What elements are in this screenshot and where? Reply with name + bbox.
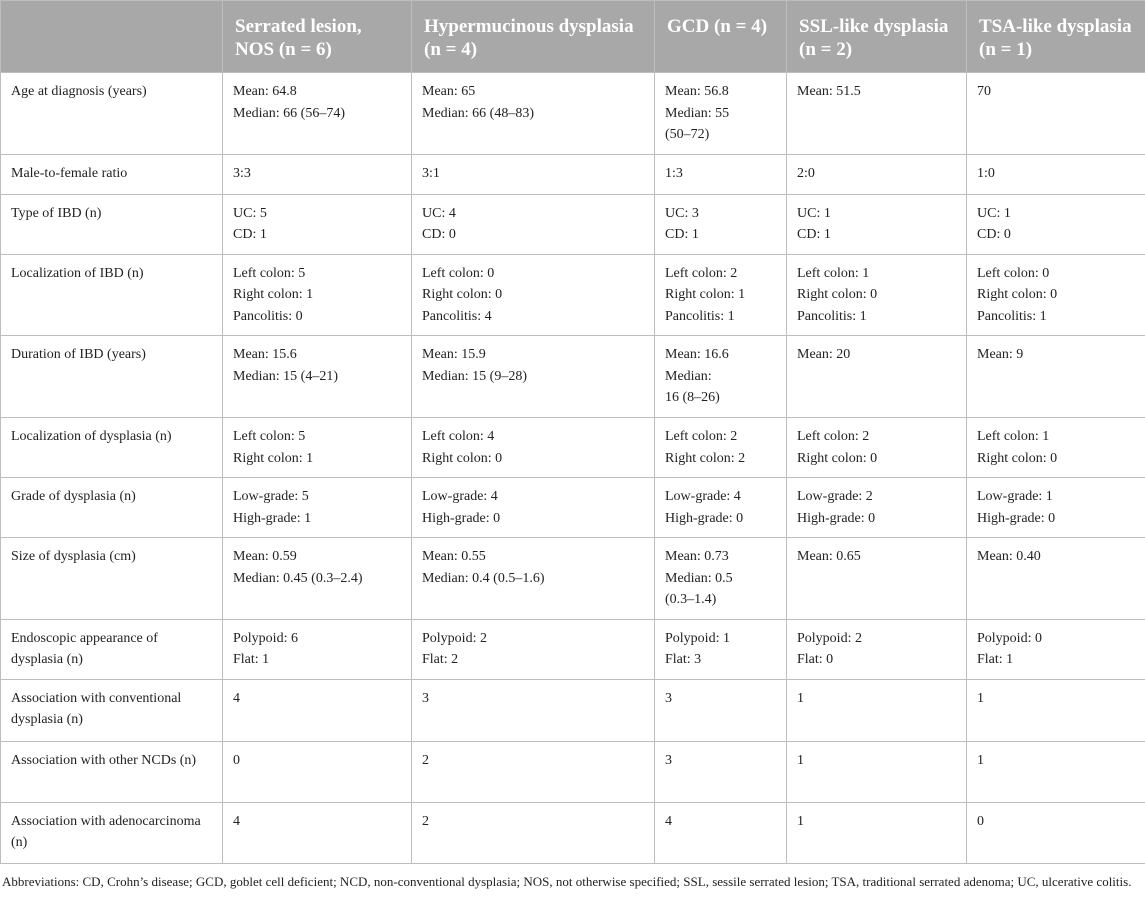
data-cell (787, 73, 967, 155)
data-cell (787, 418, 967, 478)
cell-line: CD: 1 (665, 227, 699, 242)
cell-line: Polypoid: 1 (665, 630, 730, 646)
cell-line: 1 (797, 690, 804, 706)
cell-line: Mean: 20 (797, 347, 851, 362)
data-cell (967, 619, 1145, 679)
cell-line: High-grade: 0 (422, 510, 501, 526)
cell-line: UC: 4 (422, 205, 456, 221)
cell-line: Left colon: 2 (665, 265, 738, 281)
data-cell (223, 619, 412, 679)
data-cell (967, 73, 1145, 155)
cell-line: Left colon: 0 (977, 265, 1050, 281)
cell-line: Median: 66 (56–74) (233, 105, 345, 121)
data-cell (655, 741, 787, 802)
data-cell (412, 73, 655, 155)
abbreviations-footnote: Abbreviations: CD, Crohn’s disease; GCD, goblet cell deficient; NCD, non-conventional dysplasia; NOS, not otherwise specified; SSL, sessile serrated lesion; TSA, traditional serrated adenoma; UC, ulcerative colitis. (2, 873, 1132, 889)
header-tsa-like-dysplasia: TSA-like dysplasia (n = 1) (967, 1, 1145, 73)
data-cell (787, 679, 967, 741)
table-row (1, 802, 1145, 863)
data-cell (655, 679, 787, 741)
cell-line: Left colon: 2 (797, 429, 870, 444)
table-row (1, 154, 1145, 194)
cell-line: Left colon: 5 (233, 265, 306, 281)
data-cell (223, 254, 412, 336)
data-cell (967, 418, 1145, 478)
data-cell (655, 802, 787, 863)
data-cell (787, 478, 967, 538)
table-row (1, 73, 1145, 155)
data-cell (967, 154, 1145, 194)
data-cell (787, 336, 967, 418)
cell-line: UC: 5 (233, 205, 267, 221)
cell-line: Mean: 0.65 (797, 549, 861, 564)
header-cell-blank (1, 1, 223, 73)
row-label: Association with other NCDs (n) (1, 741, 223, 802)
cell-line: 0 (977, 813, 984, 829)
row-label: Association with conventional dysplasia (n) (1, 679, 223, 741)
data-cell (967, 194, 1145, 254)
cell-line: Flat: 1 (977, 652, 1014, 667)
cell-line: Mean: 15.6 (233, 347, 297, 362)
data-cell (967, 538, 1145, 620)
row-label: Grade of dysplasia (n) (1, 478, 223, 538)
cell-line: Left colon: 1 (977, 429, 1050, 444)
data-cell (412, 418, 655, 478)
cell-line: CD: 1 (797, 227, 831, 242)
cell-line: CD: 0 (977, 227, 1011, 242)
header-gcd: GCD (n = 4) (655, 1, 787, 73)
data-cell (655, 538, 787, 620)
row-label: Association with adenocarcinoma (n) (1, 802, 223, 863)
cell-line: 3:1 (422, 165, 440, 181)
cell-line: Median: (665, 368, 712, 384)
cell-line: Right colon: 0 (797, 287, 878, 302)
cell-line: 3 (665, 690, 672, 706)
cell-line: Mean: 64.8 (233, 84, 297, 99)
data-cell (787, 154, 967, 194)
data-cell (223, 538, 412, 620)
data-cell (655, 418, 787, 478)
data-cell (787, 619, 967, 679)
cell-line: 3 (422, 690, 429, 706)
cell-line: Polypoid: 2 (422, 630, 487, 646)
data-cell (412, 538, 655, 620)
cell-line: Mean: 0.59 (233, 549, 297, 564)
cell-line: Right colon: 0 (422, 450, 503, 466)
cell-line: High-grade: 0 (797, 510, 876, 526)
cell-line: Mean: 56.8 (665, 84, 729, 99)
data-cell (655, 154, 787, 194)
row-label: Type of IBD (n) (1, 194, 223, 254)
cell-line: Left colon: 5 (233, 429, 306, 444)
data-cell (223, 336, 412, 418)
row-label: Male-to-female ratio (1, 154, 223, 194)
table-row (1, 418, 1145, 478)
cell-line: Right colon: 1 (233, 287, 314, 302)
cell-line: Mean: 16.6 (665, 347, 729, 362)
cell-line: (50–72) (665, 127, 710, 142)
data-cell (655, 254, 787, 336)
row-label: Localization of IBD (n) (1, 254, 223, 336)
cell-line: Mean: 0.40 (977, 549, 1041, 564)
data-cell (412, 802, 655, 863)
cell-line: Pancolitis: 1 (977, 308, 1047, 324)
cell-line: Flat: 0 (797, 652, 834, 667)
cell-line: Pancolitis: 1 (797, 308, 867, 324)
header-row (1, 1, 1145, 73)
table-row (1, 679, 1145, 741)
header-hypermucinous-dysplasia: Hypermucinous dysplasia (n = 4) (412, 1, 655, 73)
cell-line: Mean: 0.55 (422, 549, 486, 564)
cell-line: UC: 3 (665, 205, 699, 221)
cell-line: UC: 1 (797, 205, 831, 221)
data-cell (655, 478, 787, 538)
data-cell (787, 802, 967, 863)
cell-line: Polypoid: 0 (977, 630, 1042, 646)
data-cell (967, 478, 1145, 538)
cell-line: Right colon: 2 (665, 450, 746, 466)
data-cell (223, 418, 412, 478)
cell-line: Left colon: 0 (422, 265, 495, 281)
data-cell (223, 73, 412, 155)
table-row (1, 336, 1145, 418)
cell-line: 1:3 (665, 165, 683, 181)
cell-line: Low-grade: 1 (977, 489, 1053, 504)
cell-line: 2:0 (797, 165, 815, 181)
cell-line: Median: 15 (4–21) (233, 368, 338, 384)
data-cell (787, 194, 967, 254)
data-cell (412, 619, 655, 679)
cell-line: 16 (8–26) (665, 390, 720, 405)
cell-line: 2 (422, 813, 429, 829)
cell-line: 2 (422, 752, 429, 768)
cell-line: Polypoid: 2 (797, 630, 862, 646)
cell-line: Median: 0.45 (0.3–2.4) (233, 570, 363, 586)
data-cell (655, 73, 787, 155)
cell-line: Right colon: 1 (233, 450, 314, 466)
cell-line: Flat: 1 (233, 652, 270, 667)
cell-line: Median: 0.4 (0.5–1.6) (422, 570, 545, 586)
cell-line: Low-grade: 2 (797, 489, 873, 504)
table-row (1, 194, 1145, 254)
table-row (1, 741, 1145, 802)
cell-line: Mean: 65 (422, 84, 476, 99)
row-label: Endoscopic appearance of dysplasia (n) (1, 619, 223, 679)
cell-line: 1 (977, 690, 984, 706)
row-label: Age at diagnosis (years) (1, 73, 223, 155)
data-cell (223, 802, 412, 863)
cell-line: Median: 55 (665, 105, 730, 121)
cell-line: Pancolitis: 4 (422, 308, 492, 324)
cell-line: Left colon: 2 (665, 429, 738, 444)
table-row (1, 254, 1145, 336)
cell-line: Median: 0.5 (665, 570, 733, 586)
cell-line: 1 (977, 752, 984, 768)
cell-line: Right colon: 0 (977, 287, 1058, 302)
cell-line: Pancolitis: 1 (665, 308, 735, 324)
header-serrated-lesion-nos: Serrated lesion, NOS (n = 6) (223, 1, 412, 73)
data-cell (967, 802, 1145, 863)
cell-line: 4 (665, 813, 672, 829)
data-cell (655, 336, 787, 418)
cell-line: Flat: 3 (665, 652, 702, 667)
data-cell (223, 194, 412, 254)
cell-line: Right colon: 0 (977, 450, 1058, 466)
data-cell (223, 154, 412, 194)
data-cell (412, 478, 655, 538)
cell-line: Low-grade: 4 (665, 489, 741, 504)
data-cell (787, 254, 967, 336)
cell-line: CD: 0 (422, 227, 456, 242)
cell-line: Right colon: 0 (422, 287, 503, 302)
cell-line: Pancolitis: 0 (233, 308, 303, 324)
data-cell (967, 741, 1145, 802)
data-cell (412, 254, 655, 336)
cell-line: Mean: 0.73 (665, 549, 729, 564)
cell-line: CD: 1 (233, 227, 267, 242)
cell-line: 70 (977, 84, 991, 99)
data-cell (967, 254, 1145, 336)
data-cell (655, 619, 787, 679)
cell-line: (0.3–1.4) (665, 592, 717, 607)
cell-line: 3 (665, 752, 672, 768)
cell-line: Mean: 9 (977, 347, 1024, 362)
data-cell (223, 679, 412, 741)
data-cell (412, 679, 655, 741)
cell-line: High-grade: 0 (977, 510, 1056, 526)
cell-line: UC: 1 (977, 205, 1011, 221)
cell-line: Low-grade: 5 (233, 489, 309, 504)
cell-line: Flat: 2 (422, 652, 459, 667)
data-cell (412, 336, 655, 418)
cell-line: 1:0 (977, 165, 995, 181)
data-cell (787, 741, 967, 802)
cell-line: Mean: 51.5 (797, 84, 861, 99)
cell-line: 4 (233, 690, 240, 706)
row-label: Localization of dysplasia (n) (1, 418, 223, 478)
cell-line: 3:3 (233, 165, 251, 181)
cell-line: Median: 15 (9–28) (422, 368, 527, 384)
cell-line: Left colon: 1 (797, 265, 870, 281)
data-cell (967, 336, 1145, 418)
cell-line: Right colon: 0 (797, 450, 878, 466)
table-row (1, 538, 1145, 620)
data-cell (787, 538, 967, 620)
row-label: Duration of IBD (years) (1, 336, 223, 418)
table-row (1, 619, 1145, 679)
cell-line: 4 (233, 813, 240, 829)
data-cell (223, 741, 412, 802)
data-cell (412, 741, 655, 802)
table-row (1, 478, 1145, 538)
row-label: Size of dysplasia (cm) (1, 538, 223, 620)
cell-line: 0 (233, 752, 240, 768)
cell-line: Left colon: 4 (422, 429, 495, 444)
cell-line: Polypoid: 6 (233, 630, 298, 646)
cell-line: Right colon: 1 (665, 287, 746, 302)
data-cell (412, 194, 655, 254)
table-body (1, 73, 1145, 864)
cell-line: Low-grade: 4 (422, 489, 498, 504)
data-cell (967, 679, 1145, 741)
cell-line: 1 (797, 752, 804, 768)
cell-line: Median: 66 (48–83) (422, 105, 534, 121)
data-cell (223, 478, 412, 538)
cell-line: 1 (797, 813, 804, 829)
header-ssl-like-dysplasia: SSL-like dysplasia (n = 2) (787, 1, 967, 73)
cell-line: High-grade: 0 (665, 510, 744, 526)
cell-line: High-grade: 1 (233, 510, 312, 526)
cell-line: Mean: 15.9 (422, 347, 486, 362)
data-cell (655, 194, 787, 254)
data-cell (412, 154, 655, 194)
